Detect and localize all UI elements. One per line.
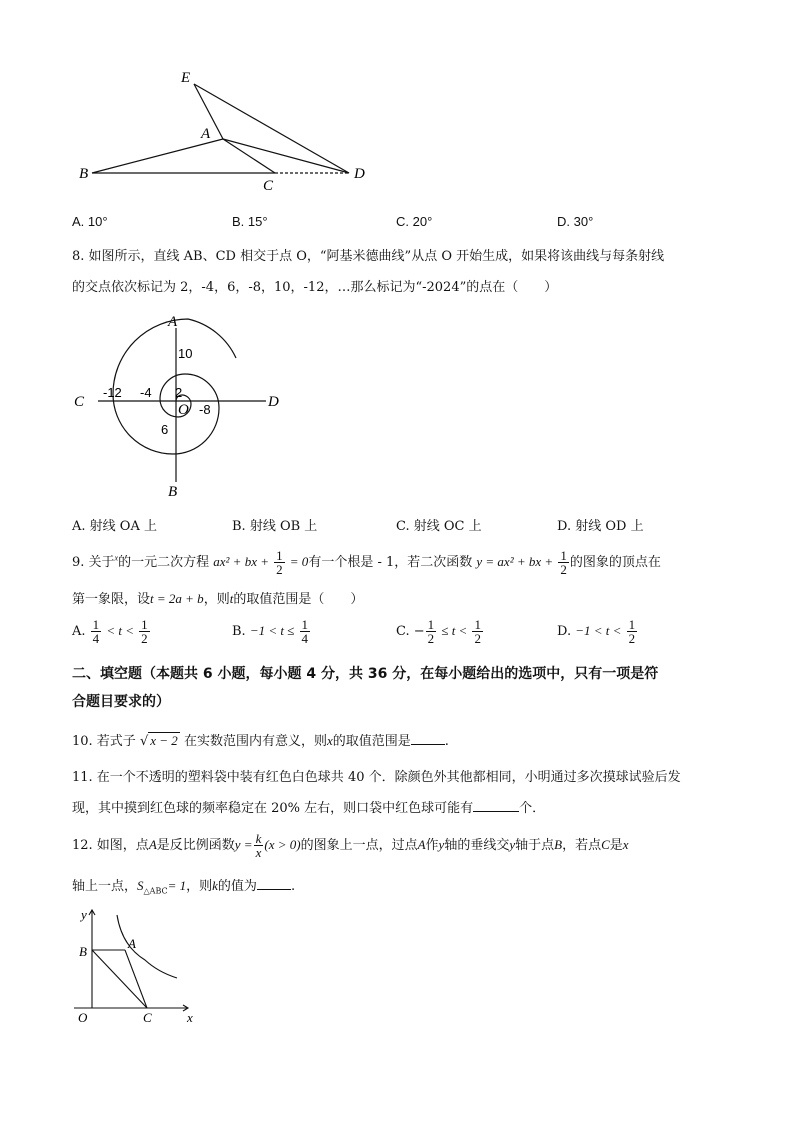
label-B: B [79, 166, 89, 182]
q12-point-c: C [601, 837, 610, 852]
q12-text-1: 12. 如图，点 [72, 838, 149, 853]
q12-area-value: = 1 [167, 878, 187, 893]
q10-radicand: x − 2 [150, 733, 178, 748]
q9-text-2: 的一元二次方程 [118, 555, 210, 570]
mark-neg8: -8 [199, 402, 211, 417]
q12-area-subscript: △ABC [143, 886, 168, 896]
q8-option-b[interactable]: B. 射线 OB 上 [232, 519, 318, 534]
q7-option-c[interactable]: C. 20° [396, 214, 433, 229]
label-A: A [168, 314, 178, 330]
q12-point-a-2: A [417, 837, 426, 852]
triangle-figure-q7 [70, 62, 380, 192]
q12-var-k: k [212, 878, 218, 893]
section-heading-line2: 合题目要求的） [72, 694, 170, 710]
hyperbola-curve [117, 915, 177, 978]
label-A: A [201, 126, 211, 142]
q9-text-1: 9. 关于 [72, 555, 115, 570]
q12-text-3: 的图象上一点，过点 [300, 838, 418, 853]
q11-stem-line1: 11. 在一个不透明的塑料袋中装有红色白色球共 40 个．除颜色外其他都相同，小明通过多次摸球试验后发 [72, 770, 681, 785]
q12-text-4: 作 [425, 838, 439, 853]
q9-stem-line2 [72, 588, 363, 607]
mark-neg4: -4 [140, 385, 152, 400]
q12-answer-blank[interactable] [257, 877, 291, 890]
q12-text-2: 是反比例函数 [156, 838, 235, 853]
label-B: B [79, 944, 87, 959]
q9-var-t: t [229, 591, 234, 606]
q9-text-5: 第一象限，设 [72, 592, 151, 607]
q9-option-c-label: C. [396, 624, 410, 639]
q12-condition: (x > 0) [264, 837, 301, 852]
q10-text-2: 在实数范围内有意义，则 [183, 734, 327, 749]
q10-period: . [444, 734, 449, 749]
q9-text-7: 的取值范围是（ ） [233, 592, 364, 607]
q8-stem-line1: 8. 如图所示，直线 AB、CD 相交于点 O，“阿基米德曲线”从点 O 开始生成，如果将该曲线与每条射线 [72, 249, 665, 264]
q9-option-a-label: A. [72, 624, 86, 639]
q12-text-11: 的值为 [217, 879, 257, 894]
q9-option-d-expr: −1 < t < [575, 623, 622, 638]
label-O: O [178, 402, 189, 418]
mark-neg12: -12 [103, 385, 122, 400]
segment-BA [92, 139, 223, 173]
mark-10: 10 [178, 346, 193, 361]
q9-function: y = ax² + bx + [476, 554, 554, 569]
label-E: E [181, 70, 191, 86]
q9-option-c-expr: ≤ t < [441, 623, 468, 638]
q7-option-b[interactable]: B. 15° [232, 214, 268, 229]
segment-AC [223, 139, 275, 173]
label-A: A [128, 936, 136, 951]
q11-text-2: 个． [519, 801, 546, 816]
mark-6: 6 [161, 422, 169, 437]
q9-var-x: x [114, 553, 119, 563]
q9-text-3: 有一个根是 - 1，若二次函数 [308, 555, 473, 570]
q8-option-d[interactable]: D. 射线 OD 上 [557, 519, 644, 534]
q9-option-d-label: D. [557, 624, 572, 639]
q10-text-1: 10. 若式子 [72, 734, 136, 749]
q10-stem: 10. 若式子 √ x − 2 在实数范围内有意义，则x的取值范围是 . [72, 733, 449, 749]
archimedean-spiral-figure [70, 310, 290, 500]
q9-function-half: $\frac{1}{2}$ [560, 548, 567, 577]
q8-option-c[interactable]: C. 射线 OC 上 [396, 519, 482, 534]
q9-option-d[interactable]: D. −1 < t < $\frac{1}{2}$ [557, 617, 636, 646]
q7-option-d[interactable]: D. 30° [557, 214, 594, 229]
q9-text-4: 的图象的顶点在 [569, 555, 661, 570]
q9-option-a-expr: < t < [106, 623, 134, 638]
q11-stem-line2 [72, 797, 545, 816]
q11-answer-blank[interactable] [473, 799, 519, 812]
section-heading-line1: 二、填空题（本题共 6 小题，每小题 4 分，共 36 分，在每小题给出的选项中，只有一项是符 [72, 666, 659, 682]
q7-option-a[interactable]: A. 10° [72, 214, 108, 229]
q12-stem-line2 [72, 875, 295, 896]
q9-option-a[interactable]: A. $\frac{1}{4}$ < t < $\frac{1}{2}$ [72, 617, 148, 646]
q10-var-x: x [326, 733, 333, 748]
label-C: C [74, 394, 85, 410]
q9-fraction-half: $\frac{1}{2}$ [276, 548, 283, 577]
q9-option-b[interactable]: B. −1 < t ≤ $\frac{1}{4}$ [232, 617, 309, 646]
q11-text-1: 现，其中摸到红色球的频率稳定在 20% 左右，则口袋中红色球可能有 [72, 801, 474, 816]
q10-answer-blank[interactable] [411, 732, 445, 745]
q12-text-5: 轴的垂线交 [444, 838, 510, 853]
q9-text-6: ，则 [203, 592, 230, 607]
q12-point-a: A [148, 837, 157, 852]
q9-option-b-expr: −1 < t ≤ [249, 623, 295, 638]
q9-equation: ax² + bx + [213, 554, 269, 569]
q12-area-symbol: S [137, 878, 144, 893]
q12-text-9: 轴上一点， [72, 879, 138, 894]
q9-option-c[interactable]: C. − $\frac{1}{2}$ ≤ t < $\frac{1}{2}$ [396, 617, 481, 646]
q9-equation-tail: = 0 [289, 554, 309, 569]
label-C: C [143, 1010, 152, 1025]
q8-stem-line2: 的交点依次标记为 2，-4，6，-8，10，-12，…那么标记为“-2024”的点在（ ） [72, 280, 558, 295]
q12-axis-x: x [622, 837, 629, 852]
segment-BC [92, 950, 147, 1008]
q12-stem-line1: 12. 如图，点A是反比例函数y = $\frac{k}{x}$ (x > 0)的图象上一点，过点A作y轴的垂线交y轴于点B，若点C是x [72, 831, 629, 860]
label-O: O [78, 1010, 88, 1025]
label-x: x [187, 1010, 193, 1025]
q12-axis-y: y [438, 837, 445, 852]
q9-stem-line1 [72, 549, 661, 576]
q12-axis-y-2: y [509, 837, 516, 852]
mark-2: 2 [175, 385, 183, 400]
label-D: D [354, 166, 365, 182]
q12-period: . [290, 879, 296, 894]
q12-text-10: ，则 [186, 879, 213, 894]
inverse-function-figure [70, 902, 210, 1027]
q9-t-definition: t = 2a + b [150, 591, 204, 606]
q12-function-lhs: y = [234, 837, 253, 852]
q9-option-c-neg: − [413, 624, 425, 639]
segment-AD [223, 139, 349, 173]
label-y: y [81, 907, 87, 922]
q12-text-8: 是 [609, 838, 623, 853]
label-D: D [268, 394, 279, 410]
label-C: C [263, 178, 274, 192]
label-B: B [168, 484, 178, 500]
q10-text-3: 的取值范围是 [332, 734, 411, 749]
q9-option-b-label: B. [232, 624, 246, 639]
q8-option-a[interactable]: A. 射线 OA 上 [72, 519, 157, 534]
q12-text-6: 轴于点 [515, 838, 555, 853]
q12-point-b: B [554, 837, 563, 852]
q12-text-7: ，若点 [562, 838, 602, 853]
